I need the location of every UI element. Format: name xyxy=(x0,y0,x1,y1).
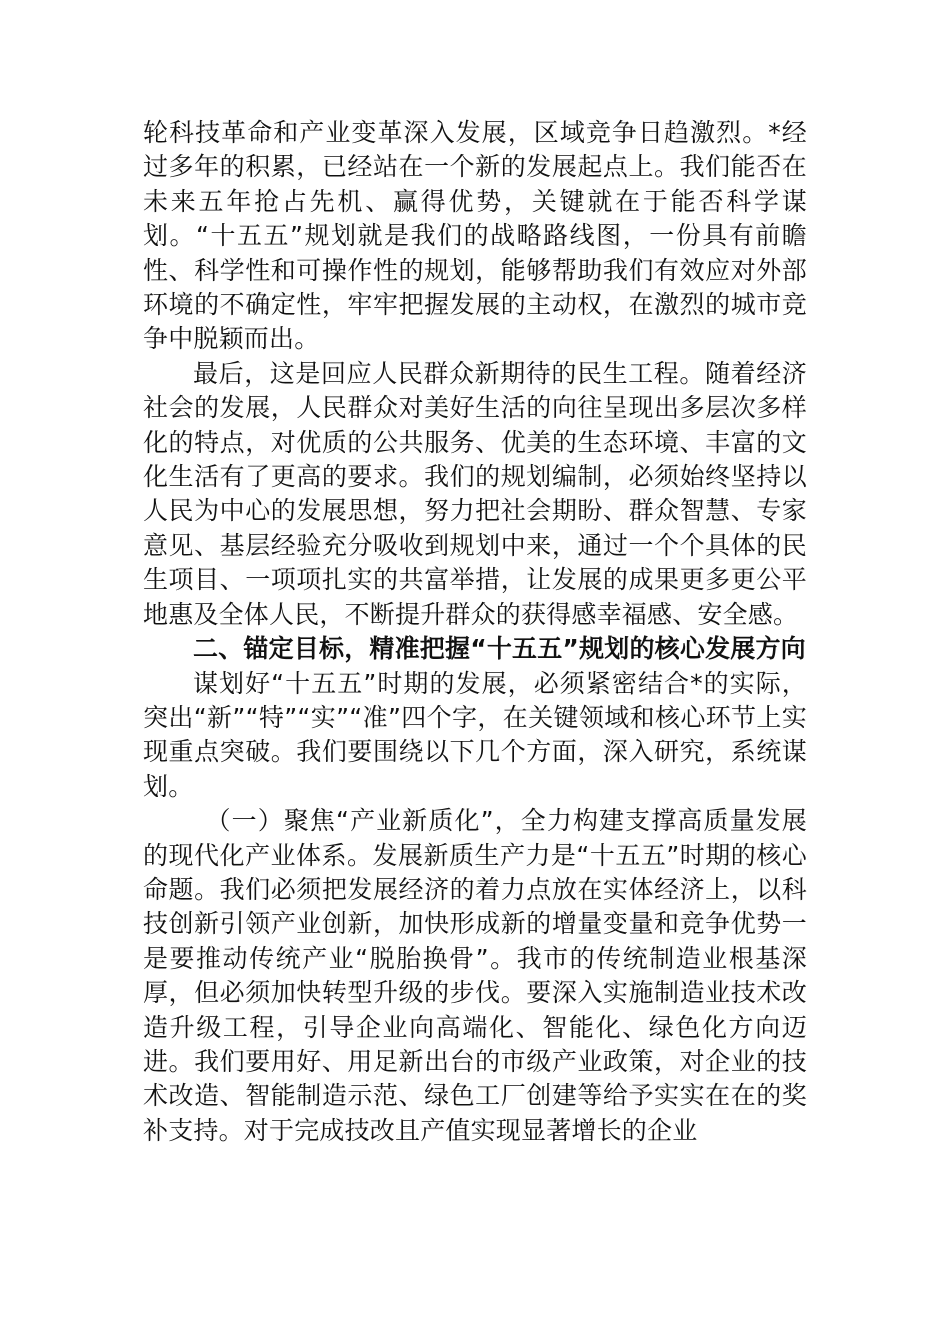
document-body xyxy=(143,116,807,1148)
paragraph-continuation: 轮科技革命和产业变革深入发展，区域竞争日趋激烈。*经过多年的积累，已经站在一个新的发展起点上。我们能否在未来五年抢占先机、赢得优势，关键就在于能否科学谋划。“十五五”规划就是我们的战略路线图，一份具有前瞻性、科学性和可操作性的规划，能够帮助我们有效应对外部环境的不确定性，牢牢把握发展的主动权，在激烈的城市竞争中脱颖而出。 xyxy=(143,118,807,354)
paragraph-subsection-1: （一）聚焦“产业新质化”，全力构建支撑高质量发展的现代化产业体系。发展新质生产力是“十五五”时期的核心命题。我们必须把发展经济的着力点放在实体经济上，以科技创新引领产业创新，加快形成新的增量变量和竞争优势一是要推动传统产业“脱胎换骨”。我市的传统制造业根基深厚，但必须加快转型升级的步伐。要深入实施制造业技术改造升级工程，引导企业向高端化、智能化、绿色化方向迈进。我们要用好、用足新出台的市级产业政策，对企业的技术改造、智能制造示范、绿色工厂创建等给予实实在在的奖补支持。对于完成技改且产值实现显著增长的企业 xyxy=(143,806,807,1145)
paragraph-intro: 谋划好“十五五”时期的发展，必须紧密结合*的实际，突出“新”“特”“实”“准”四个字，在关键领域和核心环节上实现重点突破。我们要围绕以下几个方面，深入研究，系统谋划。 xyxy=(143,668,807,801)
paragraph-livelihood: 最后，这是回应人民群众新期待的民生工程。随着经济社会的发展，人民群众对美好生活的向往呈现出多层次多样化的特点，对优质的公共服务、优美的生态环境、丰富的文化生活有了更高的要求。我们的规划编制，必须始终坚持以人民为中心的发展思想，努力把社会期盼、群众智慧、专家意见、基层经验充分吸收到规划中来，通过一个个具体的民生项目、一项项扎实的共富举措，让发展的成果更多更公平地惠及全体人民，不断提升群众的获得感幸福感、安全感。 xyxy=(143,358,807,629)
section-heading: 二、锚定目标，精准把握“十五五”规划的核心发展方向 xyxy=(193,634,806,664)
